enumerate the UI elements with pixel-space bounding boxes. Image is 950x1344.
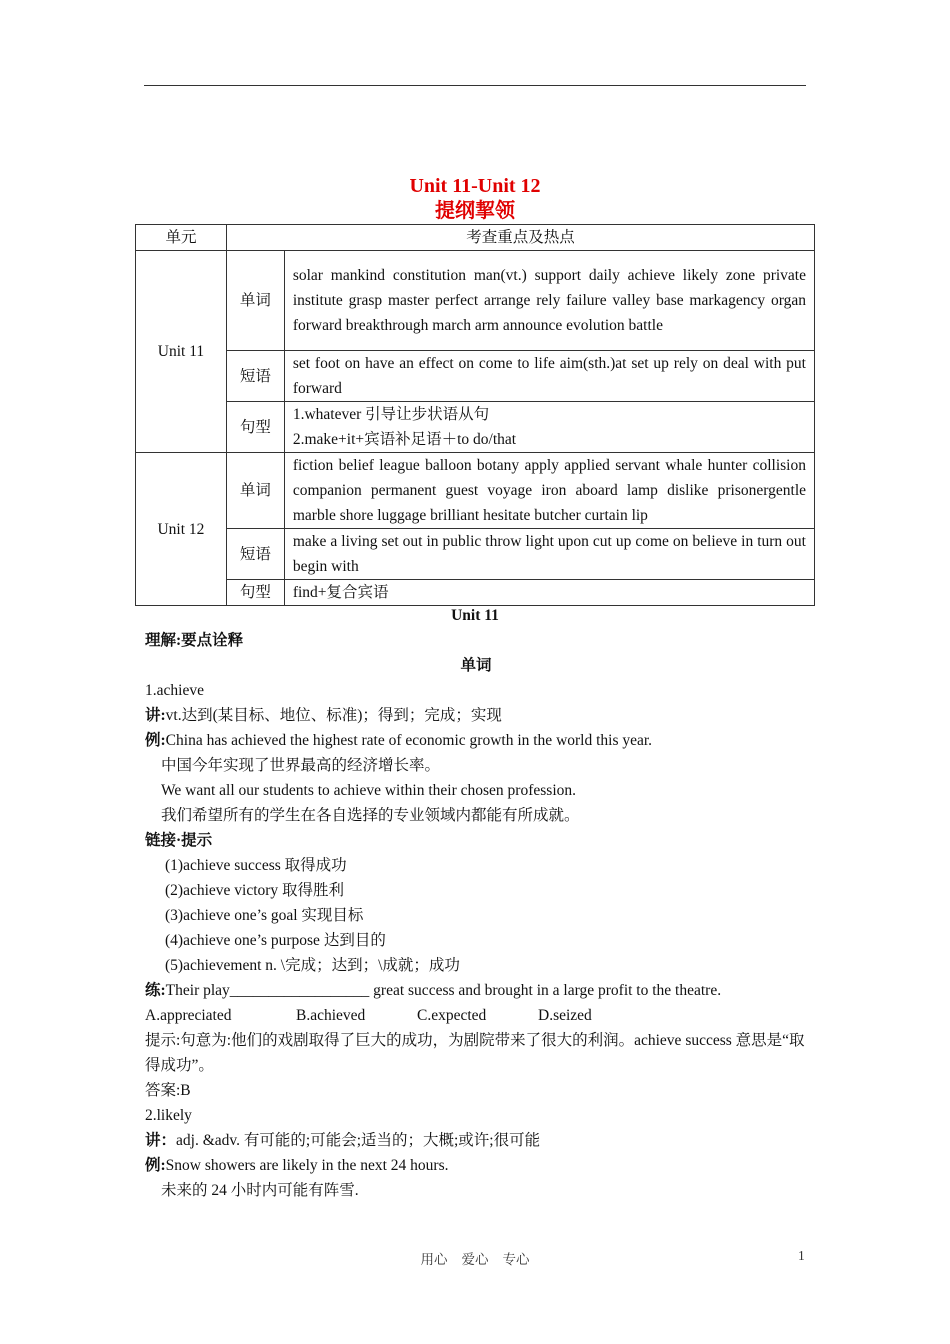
- option-d: D.seized: [538, 1007, 592, 1024]
- example-translation: 中国今年实现了世界最高的经济增长率。: [161, 757, 441, 774]
- example: [145, 728, 807, 753]
- option-c: C.expected: [417, 1007, 487, 1024]
- exercise-text: Their play__________________ great success and brought in a large profit to the theatre.: [165, 982, 722, 999]
- footer-word: 用心: [420, 1252, 448, 1267]
- hint-text: 提示:句意为:他们的戏剧取得了巨大的成功，为剧院带来了很大的利润。achieve success 意思是“取得成功”。: [145, 1032, 805, 1074]
- example: [145, 1153, 807, 1178]
- page-subtitle: 提纲挈领: [435, 200, 515, 222]
- footer-word: 爱心: [461, 1252, 489, 1267]
- jiang-label: 讲:: [145, 707, 166, 724]
- table-row: [136, 580, 815, 606]
- footer: [0, 1248, 950, 1268]
- link-heading: 链接·提示: [145, 832, 213, 849]
- row-type: 单词: [226, 453, 284, 529]
- row-content: make a living set out in public throw light upon cut up come on believe in turn out begin with: [284, 529, 814, 580]
- page-number: 1: [798, 1248, 805, 1263]
- answer-text: 答案:B: [145, 1082, 191, 1099]
- row-type: 句型: [226, 580, 284, 606]
- li-label: 例:: [145, 732, 166, 749]
- example-text: Snow showers are likely in the next 24 hours.: [165, 1157, 449, 1174]
- section-heading: 理解:要点诠释: [145, 632, 244, 649]
- explanation: [145, 703, 807, 728]
- row-type: 短语: [226, 529, 284, 580]
- lian-label: 练:: [145, 982, 166, 999]
- exercise-options: [145, 1003, 807, 1028]
- example-text: China has achieved the highest rate of economic growth in the world this year.: [165, 732, 653, 749]
- explanation-text: adj. &adv. 有可能的;可能会;适当的；大概;或许;很可能: [176, 1132, 541, 1149]
- row-type: 短语: [226, 351, 284, 402]
- unit11-name: Unit 11: [136, 251, 227, 453]
- option-b: B.achieved: [296, 1007, 366, 1024]
- page-title: Unit 11-Unit 12: [409, 175, 541, 197]
- row-content: set foot on have an effect on come to life aim(sth.)at set up rely on deal with put forward: [284, 351, 814, 402]
- row-content: solar mankind constitution man(vt.) support daily achieve likely zone private institute grasp master perfect arrange rely failure valley base markagency organ forward breakthrough march arm announce evolution battle: [284, 251, 814, 351]
- sentence-pattern-line: 1.whatever 引导让步状语从句: [292, 406, 490, 423]
- table-row: [136, 453, 815, 529]
- example-text: We want all our students to achieve within their chosen profession.: [161, 782, 576, 799]
- exercise: [145, 978, 807, 1003]
- unit12-name: Unit 12: [136, 453, 227, 606]
- unit-heading: Unit 11: [451, 607, 499, 624]
- row-content: find+复合宾语: [284, 580, 814, 606]
- link-item: (2)achieve victory 取得胜利: [165, 882, 345, 899]
- footer-word: 专心: [502, 1252, 530, 1267]
- sentence-pattern-line: 2.make+it+宾语补足语＋to do/that: [292, 431, 517, 448]
- sub-heading: 单词: [460, 657, 492, 674]
- table-row: [136, 402, 815, 453]
- example-translation: 未来的 24 小时内可能有阵雪.: [161, 1182, 359, 1199]
- table-header-row: [136, 225, 815, 251]
- link-item: (4)achieve one’s purpose 达到目的: [165, 932, 386, 949]
- link-item: (3)achieve one’s goal 实现目标: [165, 907, 364, 924]
- row-content: fiction belief league balloon botany apply applied servant whale hunter collision companion permanent guest voyage iron aboard lamp dislike prisonergentle marble shore luggage brilliant hesitate butcher curtain lip: [284, 453, 814, 529]
- word-heading: 2.likely: [145, 1107, 192, 1124]
- option-a: A.appreciated: [145, 1007, 232, 1024]
- table-row: [136, 529, 815, 580]
- body-content: [145, 628, 807, 1203]
- row-type: 句型: [226, 402, 284, 453]
- row-content: [284, 402, 814, 453]
- explanation: [145, 1128, 807, 1153]
- example-translation: 我们希望所有的学生在各自选择的专业领域内都能有所成就。: [161, 807, 580, 824]
- table-row: [136, 351, 815, 402]
- outline-table: [135, 224, 815, 606]
- explanation-text: vt.达到(某目标、地位、标准)；得到；完成；实现: [165, 707, 502, 724]
- table-row: [136, 251, 815, 351]
- row-type: 单词: [226, 251, 284, 351]
- word-heading: 1.achieve: [145, 682, 204, 699]
- header-points: 考查重点及热点: [226, 225, 814, 251]
- jiang-label: 讲：: [145, 1132, 177, 1149]
- link-item: (1)achieve success 取得成功: [165, 857, 347, 874]
- link-item: (5)achievement n. \完成；达到；\成就；成功: [165, 957, 460, 974]
- header-unit: 单元: [136, 225, 227, 251]
- header-rule: [144, 85, 806, 86]
- li-label: 例:: [145, 1157, 166, 1174]
